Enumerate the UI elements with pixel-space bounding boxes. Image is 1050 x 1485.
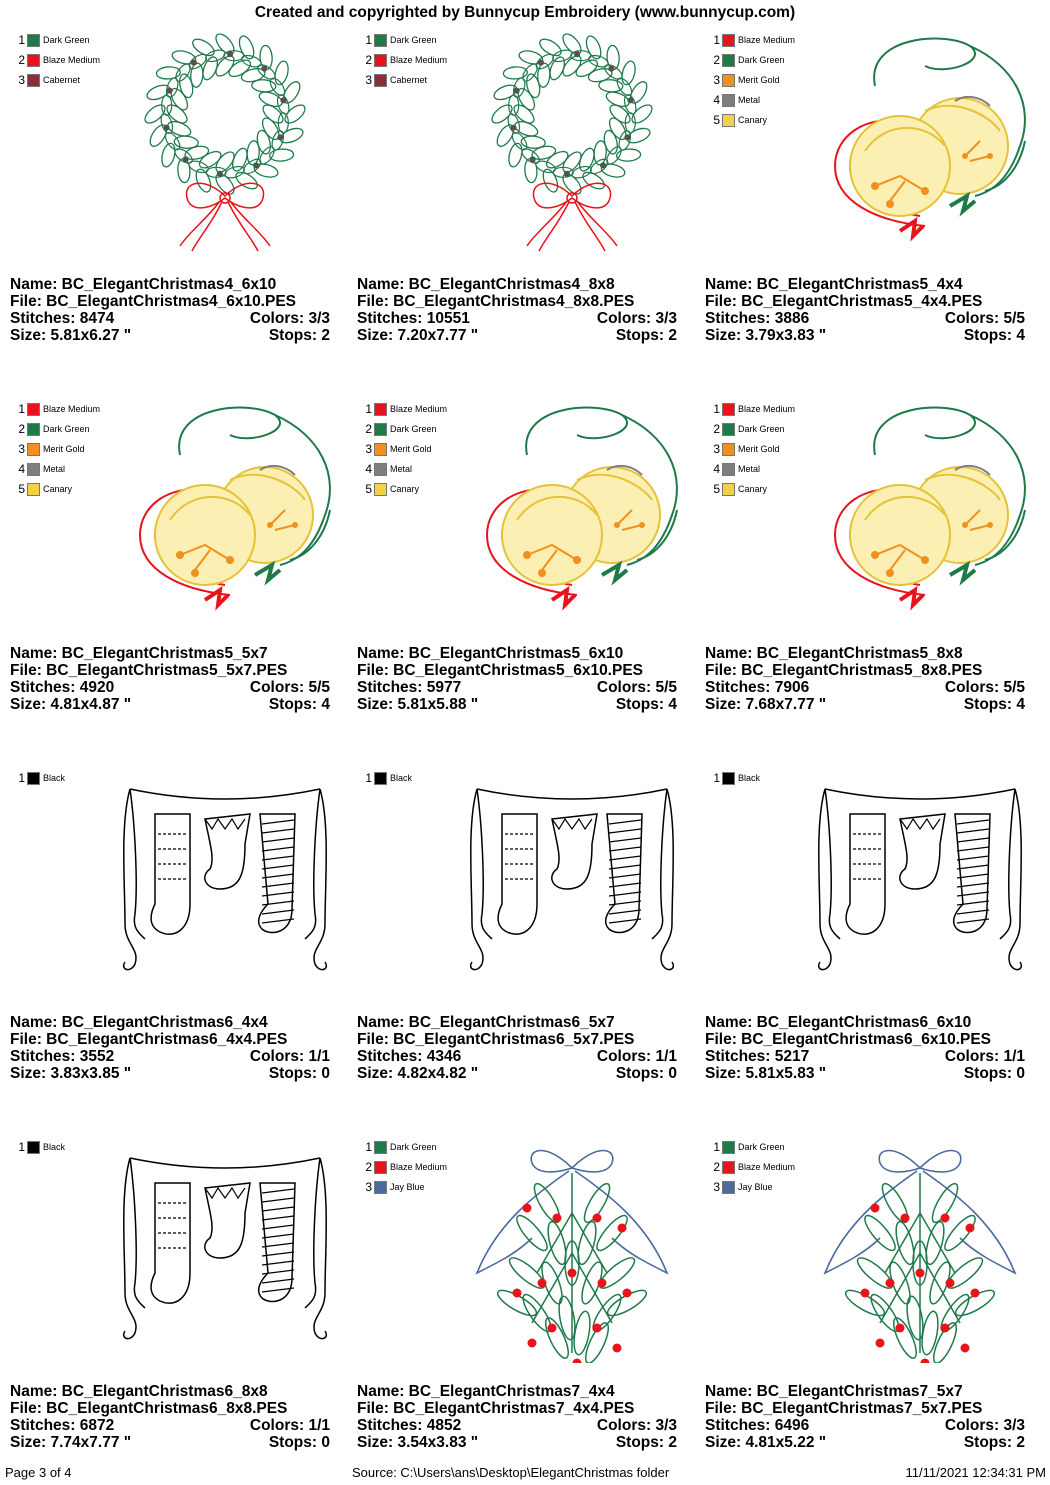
legend-item <box>710 90 795 110</box>
color-swatch <box>722 423 735 436</box>
legend-color-name: Metal <box>390 464 413 474</box>
design-file: File: BC_ElegantChristmas5_6x10.PES <box>357 662 644 679</box>
legend-number: 5 <box>18 482 25 496</box>
color-legend <box>362 399 447 499</box>
color-swatch <box>27 463 40 476</box>
legend-color-name: Metal <box>43 464 66 474</box>
legend-number: 1 <box>365 402 372 416</box>
design-name: Name: BC_ElegantChristmas6_8x8 <box>10 1383 268 1400</box>
legend-item <box>710 50 795 70</box>
legend-color-name: Blaze Medium <box>43 404 101 414</box>
color-count: Colors: 5/5 <box>944 679 1025 696</box>
color-swatch <box>374 54 387 67</box>
legend-item <box>362 399 447 419</box>
legend-number: 2 <box>365 53 372 67</box>
color-swatch <box>374 443 387 456</box>
legend-number: 4 <box>18 462 25 476</box>
page-header: Created and copyrighted by Bunnycup Embroidery (www.bunnycup.com) <box>254 4 796 21</box>
design-file: File: BC_ElegantChristmas7_5x7.PES <box>705 1400 983 1417</box>
legend-number: 3 <box>713 442 720 456</box>
legend-number: 1 <box>365 1140 372 1154</box>
legend-number: 1 <box>713 1140 720 1154</box>
stop-count: Stops: 4 <box>615 696 677 713</box>
legend-color-name: Dark Green <box>738 424 785 434</box>
legend-item <box>15 399 100 419</box>
color-swatch <box>374 463 387 476</box>
legend-item <box>15 479 100 499</box>
legend-item <box>710 70 795 90</box>
color-swatch <box>722 74 735 87</box>
legend-number: 4 <box>365 462 372 476</box>
legend-number: 2 <box>365 1160 372 1174</box>
legend-color-name: Dark Green <box>738 1142 785 1152</box>
color-count: Colors: 5/5 <box>596 679 677 696</box>
legend-item <box>15 419 100 439</box>
design-size: Size: 5.81x5.83 " <box>705 1065 827 1082</box>
legend-number: 3 <box>713 1180 720 1194</box>
stitch-count: Stitches: 3552 <box>10 1048 115 1065</box>
stitch-count: Stitches: 6872 <box>10 1417 115 1434</box>
legend-color-name: Black <box>43 773 66 783</box>
legend-color-name: Canary <box>738 484 768 494</box>
design-info <box>10 1383 330 1451</box>
legend-number: 2 <box>713 422 720 436</box>
legend-number: 5 <box>713 113 720 127</box>
color-swatch <box>27 443 40 456</box>
color-swatch <box>27 483 40 496</box>
color-swatch <box>722 483 735 496</box>
design-name: Name: BC_ElegantChristmas5_5x7 <box>10 645 268 662</box>
color-swatch <box>27 403 40 416</box>
legend-item <box>362 1157 447 1177</box>
legend-color-name: Blaze Medium <box>390 404 448 414</box>
color-swatch <box>722 54 735 67</box>
legend-color-name: Merit Gold <box>390 444 432 454</box>
color-swatch <box>722 443 735 456</box>
legend-item <box>710 1157 795 1177</box>
legend-item <box>710 1177 795 1197</box>
legend-number: 5 <box>713 482 720 496</box>
design-file: File: BC_ElegantChristmas5_5x7.PES <box>10 662 288 679</box>
bells-design-image <box>110 395 340 625</box>
legend-number: 1 <box>365 771 372 785</box>
color-swatch <box>27 1141 40 1154</box>
stop-count: Stops: 2 <box>963 1434 1025 1451</box>
legend-color-name: Black <box>43 1142 66 1152</box>
legend-color-name: Metal <box>738 464 761 474</box>
design-file: File: BC_ElegantChristmas7_4x4.PES <box>357 1400 635 1417</box>
legend-item <box>15 768 65 788</box>
legend-color-name: Dark Green <box>738 55 785 65</box>
design-cell <box>357 26 687 371</box>
page-number: Page 3 of 4 <box>5 1465 72 1480</box>
design-name: Name: BC_ElegantChristmas7_4x4 <box>357 1383 615 1400</box>
stockings-design-image <box>805 764 1035 994</box>
stop-count: Stops: 0 <box>268 1065 330 1082</box>
design-name: Name: BC_ElegantChristmas6_4x4 <box>10 1014 268 1031</box>
stitch-count: Stitches: 5217 <box>705 1048 810 1065</box>
design-info <box>10 645 330 713</box>
legend-color-name: Canary <box>738 115 768 125</box>
stockings-design-image <box>110 1133 340 1363</box>
color-swatch <box>27 423 40 436</box>
design-cell <box>705 395 1035 740</box>
stop-count: Stops: 2 <box>615 327 677 344</box>
legend-color-name: Canary <box>390 484 420 494</box>
design-size: Size: 7.74x7.77 " <box>10 1434 132 1451</box>
color-swatch <box>374 74 387 87</box>
color-legend <box>362 768 412 788</box>
legend-number: 2 <box>713 53 720 67</box>
color-swatch <box>722 114 735 127</box>
color-swatch <box>27 34 40 47</box>
legend-color-name: Merit Gold <box>738 75 780 85</box>
bells-design-image <box>805 395 1035 625</box>
source-path: Source: C:\Users\ans\Desktop\ElegantChristmas folder <box>352 1465 670 1480</box>
color-count: Colors: 1/1 <box>944 1048 1025 1065</box>
legend-number: 1 <box>18 771 25 785</box>
legend-number: 1 <box>365 33 372 47</box>
stop-count: Stops: 0 <box>268 1434 330 1451</box>
design-file: File: BC_ElegantChristmas4_6x10.PES <box>10 293 297 310</box>
color-count: Colors: 3/3 <box>596 1417 677 1434</box>
color-swatch <box>374 34 387 47</box>
legend-color-name: Black <box>390 773 413 783</box>
color-swatch <box>722 772 735 785</box>
color-count: Colors: 1/1 <box>596 1048 677 1065</box>
design-cell <box>705 1133 1035 1478</box>
design-file: File: BC_ElegantChristmas5_8x8.PES <box>705 662 983 679</box>
design-info <box>357 276 677 344</box>
legend-number: 4 <box>713 93 720 107</box>
legend-number: 3 <box>365 73 372 87</box>
color-swatch <box>27 74 40 87</box>
legend-color-name: Dark Green <box>43 35 90 45</box>
design-name: Name: BC_ElegantChristmas4_6x10 <box>10 276 277 293</box>
design-size: Size: 7.20x7.77 " <box>357 327 479 344</box>
legend-number: 3 <box>18 73 25 87</box>
design-cell <box>357 764 687 1109</box>
legend-number: 4 <box>713 462 720 476</box>
legend-number: 3 <box>18 442 25 456</box>
legend-color-name: Blaze Medium <box>738 404 796 414</box>
legend-color-name: Black <box>738 773 761 783</box>
design-size: Size: 4.82x4.82 " <box>357 1065 479 1082</box>
legend-color-name: Blaze Medium <box>738 1162 796 1172</box>
stitch-count: Stitches: 4920 <box>10 679 115 696</box>
stop-count: Stops: 4 <box>963 327 1025 344</box>
color-swatch <box>722 34 735 47</box>
legend-number: 3 <box>713 73 720 87</box>
legend-item <box>15 459 100 479</box>
legend-item <box>15 439 100 459</box>
design-cell <box>10 26 340 371</box>
design-cell <box>705 26 1035 371</box>
stop-count: Stops: 2 <box>268 327 330 344</box>
design-size: Size: 3.83x3.85 " <box>10 1065 132 1082</box>
stitch-count: Stitches: 7906 <box>705 679 810 696</box>
design-file: File: BC_ElegantChristmas6_5x7.PES <box>357 1031 635 1048</box>
stop-count: Stops: 2 <box>615 1434 677 1451</box>
legend-number: 1 <box>713 33 720 47</box>
legend-number: 1 <box>713 402 720 416</box>
color-count: Colors: 1/1 <box>249 1048 330 1065</box>
color-swatch <box>722 94 735 107</box>
legend-number: 2 <box>365 422 372 436</box>
color-legend <box>710 399 795 499</box>
stitch-count: Stitches: 8474 <box>10 310 115 327</box>
design-size: Size: 7.68x7.77 " <box>705 696 827 713</box>
legend-color-name: Dark Green <box>390 424 437 434</box>
legend-item <box>362 439 447 459</box>
color-swatch <box>374 1141 387 1154</box>
design-name: Name: BC_ElegantChristmas5_4x4 <box>705 276 963 293</box>
legend-color-name: Jay Blue <box>390 1182 425 1192</box>
design-file: File: BC_ElegantChristmas6_4x4.PES <box>10 1031 288 1048</box>
legend-item <box>362 1177 447 1197</box>
design-size: Size: 5.81x5.88 " <box>357 696 479 713</box>
design-size: Size: 3.54x3.83 " <box>357 1434 479 1451</box>
color-swatch <box>374 1161 387 1174</box>
stop-count: Stops: 0 <box>963 1065 1025 1082</box>
stitch-count: Stitches: 5977 <box>357 679 462 696</box>
legend-color-name: Blaze Medium <box>738 35 796 45</box>
color-swatch <box>27 772 40 785</box>
color-legend <box>362 1137 447 1197</box>
color-count: Colors: 5/5 <box>944 310 1025 327</box>
design-size: Size: 5.81x6.27 " <box>10 327 132 344</box>
color-count: Colors: 3/3 <box>596 310 677 327</box>
color-swatch <box>722 403 735 416</box>
legend-item <box>710 30 795 50</box>
legend-item <box>710 479 795 499</box>
legend-item <box>710 399 795 419</box>
legend-item <box>362 459 447 479</box>
legend-number: 5 <box>365 482 372 496</box>
color-swatch <box>374 423 387 436</box>
design-info <box>705 645 1025 713</box>
color-swatch <box>722 463 735 476</box>
design-name: Name: BC_ElegantChristmas4_8x8 <box>357 276 615 293</box>
legend-item <box>710 419 795 439</box>
color-swatch <box>374 772 387 785</box>
legend-color-name: Cabernet <box>43 75 81 85</box>
design-file: File: BC_ElegantChristmas6_8x8.PES <box>10 1400 288 1417</box>
legend-item <box>710 459 795 479</box>
legend-color-name: Metal <box>738 95 761 105</box>
stitch-count: Stitches: 10551 <box>357 310 470 327</box>
color-legend <box>362 30 447 90</box>
color-swatch <box>722 1161 735 1174</box>
design-cell <box>10 1133 340 1478</box>
design-name: Name: BC_ElegantChristmas6_5x7 <box>357 1014 615 1031</box>
design-info <box>10 276 330 344</box>
design-info <box>705 1383 1025 1451</box>
wreath-design-image <box>110 26 340 256</box>
stitch-count: Stitches: 4346 <box>357 1048 462 1065</box>
legend-item <box>15 1137 65 1157</box>
legend-color-name: Jay Blue <box>738 1182 773 1192</box>
stop-count: Stops: 4 <box>963 696 1025 713</box>
color-legend <box>15 768 65 788</box>
legend-item <box>15 70 100 90</box>
stitch-count: Stitches: 6496 <box>705 1417 810 1434</box>
legend-item <box>362 70 447 90</box>
bells-design-image <box>805 26 1035 256</box>
legend-color-name: Dark Green <box>43 424 90 434</box>
color-count: Colors: 1/1 <box>249 1417 330 1434</box>
design-cell <box>10 395 340 740</box>
color-swatch <box>374 403 387 416</box>
legend-number: 2 <box>18 53 25 67</box>
stockings-design-image <box>110 764 340 994</box>
color-swatch <box>374 1181 387 1194</box>
legend-number: 3 <box>365 1180 372 1194</box>
design-name: Name: BC_ElegantChristmas6_6x10 <box>705 1014 972 1031</box>
legend-number: 1 <box>18 1140 25 1154</box>
legend-item <box>362 479 447 499</box>
design-info <box>10 1014 330 1082</box>
legend-color-name: Cabernet <box>390 75 428 85</box>
color-legend <box>15 30 100 90</box>
design-info <box>357 645 677 713</box>
design-size: Size: 3.79x3.83 " <box>705 327 827 344</box>
legend-item <box>362 1137 447 1157</box>
color-swatch <box>27 54 40 67</box>
color-legend <box>710 1137 795 1197</box>
legend-number: 1 <box>713 771 720 785</box>
color-swatch <box>374 483 387 496</box>
mistletoe-design-image <box>805 1133 1035 1363</box>
legend-item <box>362 30 447 50</box>
bells-design-image <box>457 395 687 625</box>
legend-color-name: Merit Gold <box>738 444 780 454</box>
color-legend <box>15 1137 65 1157</box>
stop-count: Stops: 0 <box>615 1065 677 1082</box>
legend-number: 1 <box>18 402 25 416</box>
design-size: Size: 4.81x4.87 " <box>10 696 132 713</box>
design-cell <box>705 764 1035 1109</box>
legend-color-name: Dark Green <box>390 1142 437 1152</box>
design-size: Size: 4.81x5.22 " <box>705 1434 827 1451</box>
legend-color-name: Dark Green <box>390 35 437 45</box>
color-count: Colors: 3/3 <box>944 1417 1025 1434</box>
stockings-design-image <box>457 764 687 994</box>
design-info <box>357 1383 677 1451</box>
design-info <box>705 276 1025 344</box>
legend-color-name: Blaze Medium <box>390 1162 448 1172</box>
wreath-design-image <box>457 26 687 256</box>
stitch-count: Stitches: 4852 <box>357 1417 462 1434</box>
design-cell <box>357 1133 687 1478</box>
stitch-count: Stitches: 3886 <box>705 310 810 327</box>
color-count: Colors: 3/3 <box>249 310 330 327</box>
design-name: Name: BC_ElegantChristmas7_5x7 <box>705 1383 963 1400</box>
stop-count: Stops: 4 <box>268 696 330 713</box>
design-name: Name: BC_ElegantChristmas5_6x10 <box>357 645 624 662</box>
legend-item <box>710 1137 795 1157</box>
legend-item <box>710 439 795 459</box>
design-name: Name: BC_ElegantChristmas5_8x8 <box>705 645 963 662</box>
legend-number: 1 <box>18 33 25 47</box>
design-cell <box>357 395 687 740</box>
timestamp: 11/11/2021 12:34:31 PM <box>905 1465 1046 1480</box>
color-swatch <box>722 1141 735 1154</box>
legend-item <box>362 419 447 439</box>
legend-number: 2 <box>713 1160 720 1174</box>
legend-color-name: Merit Gold <box>43 444 85 454</box>
legend-item <box>15 30 100 50</box>
design-file: File: BC_ElegantChristmas4_8x8.PES <box>357 293 635 310</box>
color-count: Colors: 5/5 <box>249 679 330 696</box>
mistletoe-design-image <box>457 1133 687 1363</box>
legend-color-name: Blaze Medium <box>43 55 101 65</box>
design-info <box>357 1014 677 1082</box>
legend-item <box>362 50 447 70</box>
design-file: File: BC_ElegantChristmas6_6x10.PES <box>705 1031 992 1048</box>
color-legend <box>710 30 795 130</box>
legend-number: 2 <box>18 422 25 436</box>
design-file: File: BC_ElegantChristmas5_4x4.PES <box>705 293 983 310</box>
legend-number: 3 <box>365 442 372 456</box>
legend-item <box>710 768 760 788</box>
legend-color-name: Blaze Medium <box>390 55 448 65</box>
color-swatch <box>722 1181 735 1194</box>
design-info <box>705 1014 1025 1082</box>
legend-item <box>710 110 795 130</box>
legend-color-name: Canary <box>43 484 73 494</box>
legend-item <box>15 50 100 70</box>
design-cell <box>10 764 340 1109</box>
color-legend <box>710 768 760 788</box>
legend-item <box>362 768 412 788</box>
color-legend <box>15 399 100 499</box>
